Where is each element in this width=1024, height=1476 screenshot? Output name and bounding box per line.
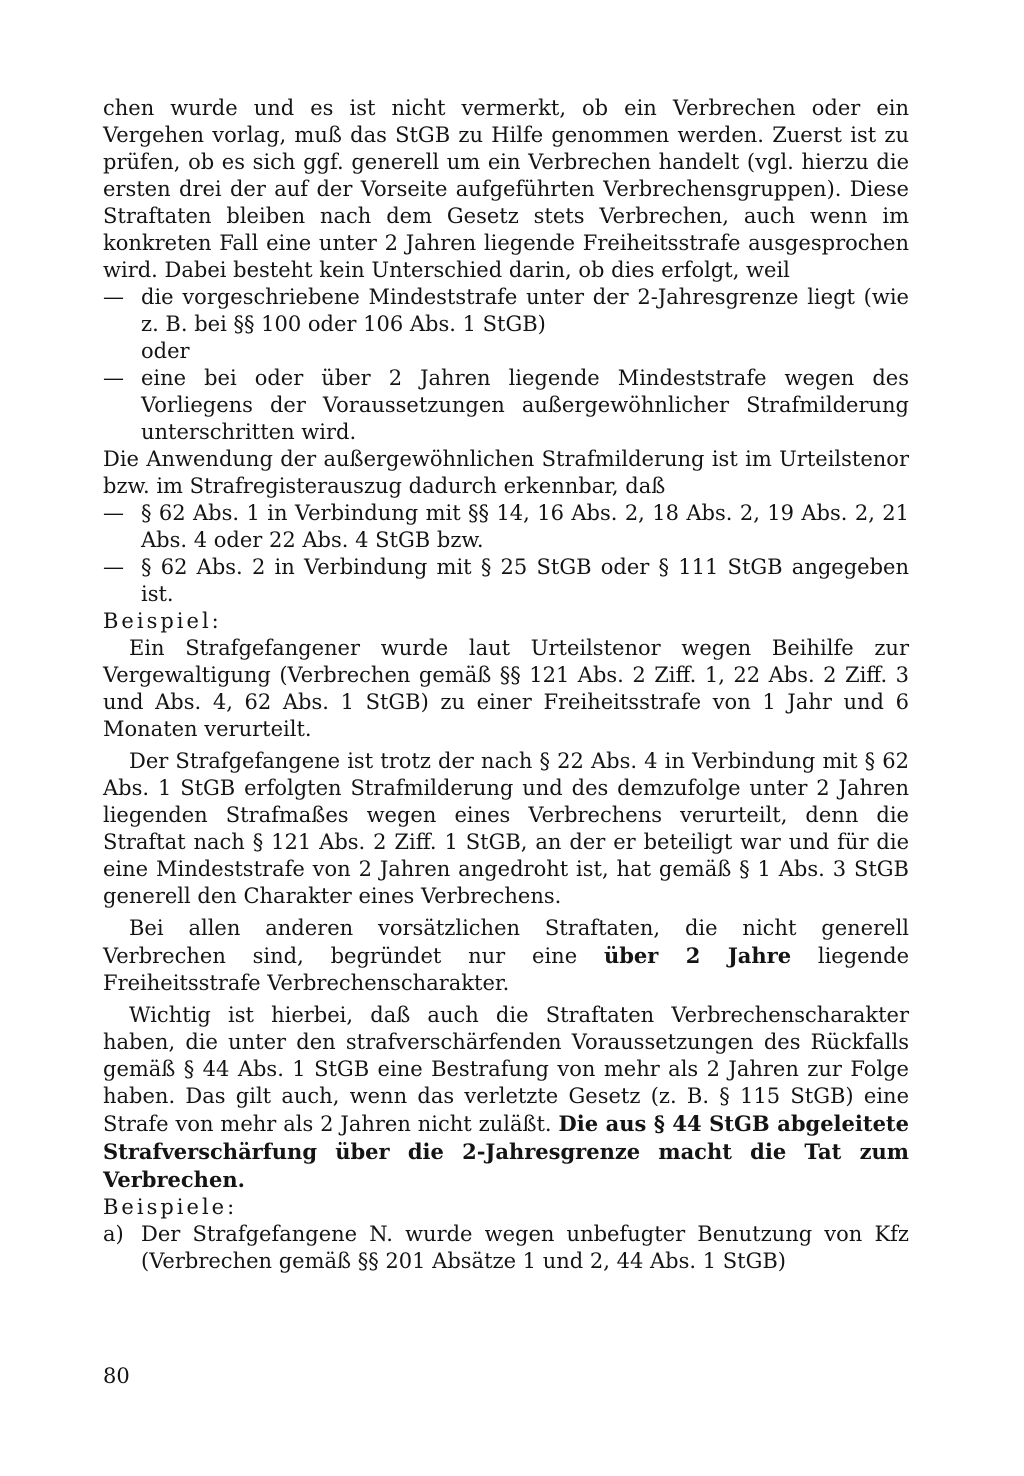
list-connector: oder	[141, 339, 190, 363]
paragraph-recidivism	[103, 1002, 909, 1194]
paragraph-other-offences	[103, 915, 909, 997]
list-item	[103, 284, 909, 338]
list-item-text: eine bei oder über 2 Jahren liegende Mindeststrafe wegen des Vorliegens der Voraussetzungen außergewöhnlicher Strafmilderung unterschritten wird.	[141, 366, 909, 444]
examples-heading: Beispiele:	[103, 1195, 238, 1219]
paragraph-example: Ein Strafgefangener wurde laut Urteilstenor wegen Beihilfe zur Vergewaltigung (Verbrechen gemäß §§ 121 Abs. 2 Ziff. 1, 22 Abs. 2 Ziff. 3 und Abs. 4, 62 Abs. 1 StGB) zu einer Freiheitsstrafe von 1 Jahr und 6 Monaten verurteilt.	[103, 636, 909, 741]
letter-marker: a)	[103, 1222, 124, 1246]
bold-text-run: Die aus § 44 StGB abgeleitete Strafverschärfung über die 2-Jahresgrenze macht die Tat zum Verbrechen.	[103, 1111, 909, 1192]
paragraph-intro: chen wurde und es ist nicht vermerkt, ob ein Verbrechen oder ein Vergehen vorlag, muß das StGB zu Hilfe genommen werden. Zuerst ist zu prüfen, ob es sich ggf. generell um ein Verbrechen handelt (vgl. hierzu die ersten drei der auf der Vorseite aufgeführten Verbrechensgruppen). Diese Straftaten bleiben nach dem Gesetz stets Verbrechen, auch wenn im konkreten Fall eine unter 2 Jahren liegende Freiheitsstrafe ausgesprochen wird. Dabei besteht kein Unterschied darin, ob dies erfolgt, weil	[103, 96, 909, 282]
text-run: Bei allen anderen vorsätzlichen Straftaten, die nicht generell Verbrechen sind, begründet nur eine	[103, 916, 909, 968]
list-item	[103, 554, 909, 608]
example-heading: Beispiel:	[103, 609, 222, 633]
list-item	[103, 1221, 909, 1275]
dash-marker: —	[103, 366, 124, 390]
page-number: 80	[103, 1364, 130, 1388]
bold-text-run: über 2 Jahre	[603, 943, 792, 968]
text-run: liegende Freiheitsstrafe Verbrechenscharakter.	[103, 944, 909, 995]
text-run: Wichtig ist hierbei, daß auch die Straftaten Verbrechenscharakter haben, die unter den strafverschärfenden Voraussetzungen des Rückfalls gemäß § 44 Abs. 1 StGB eine Bestrafung von mehr als 2 Jahren zur Folge haben. Das gilt auch, wenn das verletzte Gesetz (z. B. § 115 StGB) eine Strafe von mehr als 2 Jahren nicht zuläßt.	[103, 1003, 909, 1136]
list-item	[103, 365, 909, 446]
dash-marker: —	[103, 555, 124, 579]
list-item-text: die vorgeschriebene Mindeststrafe unter der 2-Jahresgrenze liegt (wie z. B. bei §§ 100 oder 106 Abs. 1 StGB)	[141, 285, 909, 336]
list-item-text: Der Strafgefangene N. wurde wegen unbefugter Benutzung von Kfz (Verbrechen gemäß §§ 201 Absätze 1 und 2, 44 Abs. 1 StGB)	[141, 1222, 909, 1273]
page-text	[103, 95, 909, 1275]
paragraph-explanation: Der Strafgefangene ist trotz der nach § 22 Abs. 4 in Verbindung mit § 62 Abs. 1 StGB erfolgten Strafmilderung und des demzufolge unter 2 Jahren liegenden Strafmaßes wegen eines Verbrechens verurteilt, denn die Straftat nach § 121 Abs. 2 Ziff. 1 StGB, an der er beteiligt war und für die eine Mindeststrafe von 2 Jahren angedroht ist, hat gemäß § 1 Abs. 3 StGB generell den Charakter eines Verbrechens.	[103, 749, 909, 908]
paragraph-application: Die Anwendung der außergewöhnlichen Strafmilderung ist im Urteilstenor bzw. im Strafregisterauszug dadurch erkennbar, daß	[103, 447, 909, 498]
list-item-text: § 62 Abs. 1 in Verbindung mit §§ 14, 16 Abs. 2, 18 Abs. 2, 19 Abs. 2, 21 Abs. 4 oder 22 Abs. 4 StGB bzw.	[141, 501, 909, 552]
dash-marker: —	[103, 285, 124, 309]
list-item	[103, 500, 909, 554]
list-item-text: § 62 Abs. 2 in Verbindung mit § 25 StGB oder § 111 StGB angegeben ist.	[141, 555, 909, 606]
dash-marker: —	[103, 501, 124, 525]
